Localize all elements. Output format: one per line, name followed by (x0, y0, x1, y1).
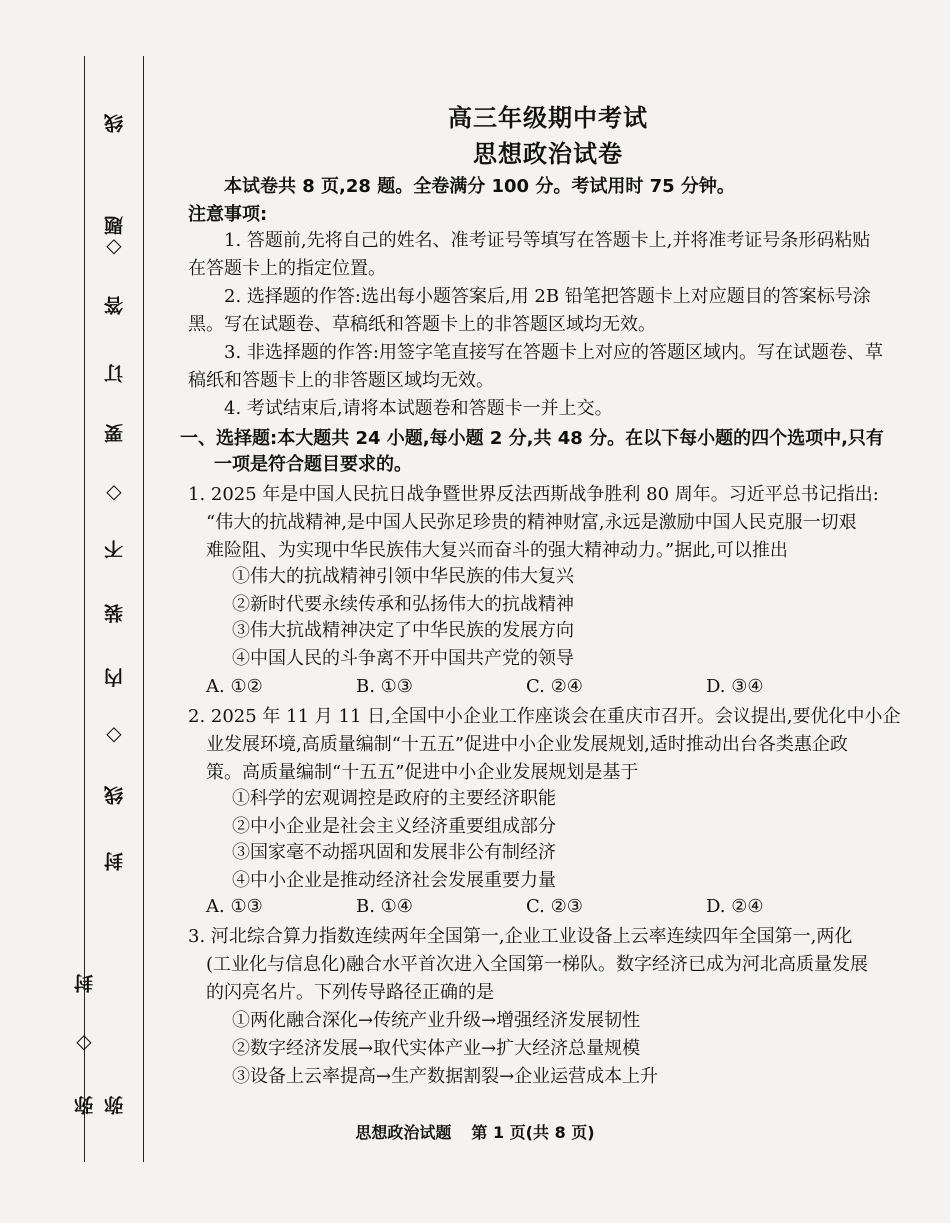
binding-char: 线 (104, 114, 126, 133)
binding-char: 弥 (104, 1096, 126, 1115)
question-stem: 3. 河北综合算力指数连续两年全国第一,企业工业设备上云率连续四年全国第一,两化 (188, 926, 853, 947)
question-item: ①两化融合深化→传统产业升级→增强经济发展韧性 (232, 1010, 641, 1031)
question-item: ③国家毫不动摇巩固和发展非公有制经济 (232, 842, 556, 863)
note-line: 稿纸和答题卡上的非答题区域均无效。 (188, 370, 494, 391)
binding-char-outer: 弥 (74, 1096, 96, 1115)
question-stem: 1. 2025 年是中国人民抗日战争暨世界反法西斯战争胜利 80 周年。习近平总书记指出: (188, 484, 879, 505)
question-stem: 策。高质量编制“十五五”促进中小企业发展规划是基于 (206, 762, 639, 783)
binding-line-outer (84, 56, 85, 1162)
question-item: ②数字经济发展→取代实体产业→扩大经济总量规模 (232, 1038, 641, 1059)
question-item: ④中国人民的斗争离不开中国共产党的领导 (232, 648, 574, 669)
binding-margin (74, 56, 144, 1162)
question-stem: (工业化与信息化)融合水平首次进入全国第一梯队。数字经济已成为河北高质量发展 (206, 954, 869, 975)
option-b: B. ①③ (356, 676, 413, 697)
note-line: 4. 考试结束后,请将本试题卷和答题卡一并上交。 (224, 398, 613, 419)
question-stem: 业发展环境,高质量编制“十五五”促进中小企业发展规划,适时推动出台各类惠企政 (206, 734, 848, 755)
option-d: D. ③④ (706, 676, 764, 697)
binding-char: 封 (104, 852, 126, 871)
diamond-icon: ◇ (106, 721, 122, 745)
question-stem: 难险阻、为实现中华民族伟大复兴而奋斗的强大精神动力。”据此,可以推出 (206, 540, 788, 561)
question-stem: 2. 2025 年 11 月 11 日,全国中小企业工作座谈会在重庆市召开。会议提出,要优化中小企 (188, 706, 901, 727)
page-footer (0, 1120, 950, 1143)
binding-char: 线 (104, 786, 126, 805)
footer-page: 第 1 页(共 8 页) (471, 1123, 595, 1142)
question-stem: “伟大的抗战精神,是中国人民弥足珍贵的精神财富,永远是激励中国人民克服一切艰 (206, 512, 857, 533)
option-a: A. ①③ (206, 896, 263, 917)
binding-char: 要 (104, 424, 126, 443)
question-item: ③设备上云率提高→生产数据割裂→企业运营成本上升 (232, 1066, 659, 1087)
option-b: B. ①④ (356, 896, 413, 917)
question-item: ①科学的宏观调控是政府的主要经济职能 (232, 788, 556, 809)
diamond-icon: ◇ (76, 1029, 92, 1053)
note-line: 2. 选择题的作答:选出每小题答案后,用 2B 铅笔把答题卡上对应题目的答案标号涂 (224, 286, 871, 307)
diamond-icon: ◇ (106, 233, 122, 257)
question-stem: 的闪亮名片。下列传导路径正确的是 (206, 982, 494, 1003)
binding-line-inner (143, 56, 144, 1162)
binding-char: 题 (104, 216, 126, 235)
binding-char: 内 (104, 668, 126, 687)
question-item: ②新时代要永续传承和弘扬伟大的抗战精神 (232, 594, 574, 615)
section-heading-cont: 一项是符合题目要求的。 (214, 454, 412, 475)
option-c: C. ②④ (526, 676, 583, 697)
binding-char: 不 (104, 540, 126, 559)
option-c: C. ②③ (526, 896, 583, 917)
diamond-icon: ◇ (106, 479, 122, 503)
footer-subject: 思想政治试题 (355, 1123, 452, 1142)
note-line: 在答题卡上的指定位置。 (188, 258, 386, 279)
exam-subtitle: 思想政治试卷 (473, 140, 623, 168)
question-item: ④中小企业是推动经济社会发展重要力量 (232, 870, 556, 891)
exam-title: 高三年级期中考试 (448, 104, 648, 132)
question-item: ③伟大抗战精神决定了中华民族的发展方向 (232, 620, 574, 641)
binding-char: 装 (104, 604, 126, 623)
option-a: A. ①② (206, 676, 263, 697)
note-line: 黑。写在试题卷、草稿纸和答题卡上的非答题区域均无效。 (188, 314, 656, 335)
option-d: D. ②④ (706, 896, 764, 917)
binding-char-outer: 封 (74, 974, 96, 993)
binding-char: 订 (104, 364, 126, 383)
note-line: 3. 非选择题的作答:用签字笔直接写在答题卡上对应的答题区域内。写在试题卷、草 (224, 342, 883, 363)
note-line: 1. 答题前,先将自己的姓名、准考证号等填写在答题卡上,并将准考证号条形码粘贴 (224, 230, 871, 251)
exam-summary: 本试卷共 8 页,28 题。全卷满分 100 分。考试用时 75 分钟。 (224, 176, 735, 197)
question-item: ①伟大的抗战精神引领中华民族的伟大复兴 (232, 566, 574, 587)
question-item: ②中小企业是社会主义经济重要组成部分 (232, 816, 556, 837)
notes-title: 注意事项: (188, 204, 268, 225)
binding-char: 答 (104, 296, 126, 315)
section-heading: 一、选择题:本大题共 24 小题,每小题 2 分,共 48 分。在以下每小题的四个选项中,只有 (180, 428, 884, 449)
